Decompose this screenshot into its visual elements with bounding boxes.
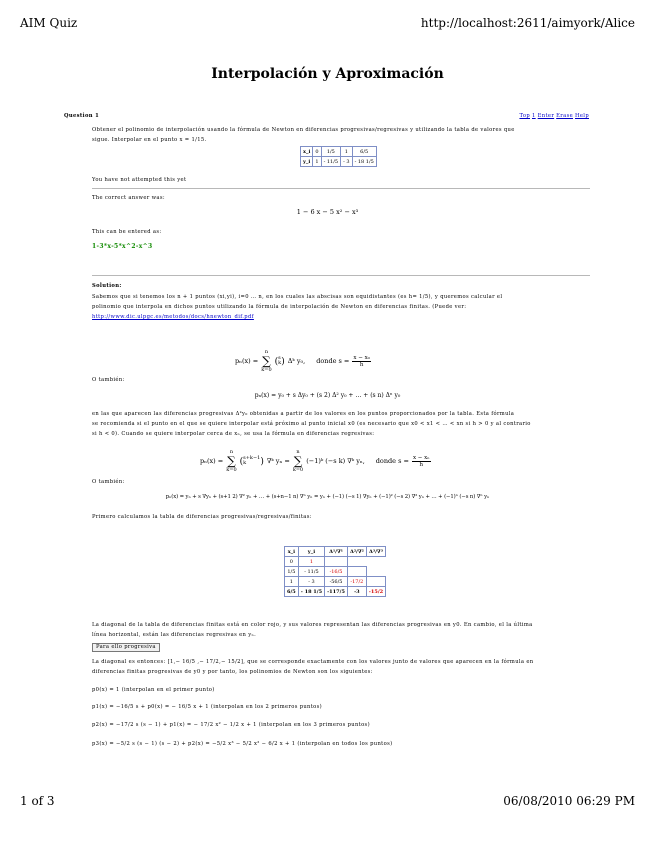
eq3-lhs: pₙ(x) = [200, 457, 224, 465]
top-link[interactable]: Top [519, 113, 530, 119]
question-nav-links [519, 114, 589, 119]
eq1-numerator: x − x₀ [353, 354, 370, 361]
table-cell: -17/2 [347, 577, 366, 587]
page-footer-right: 06/08/2010 06:29 PM [503, 794, 635, 808]
table-cell: - 18 1/5 [352, 157, 376, 167]
solution-para-2-line-1: en las que aparecen las diferencias progresivas Δᵏy₀ obtenidas a partir de los valores en los puntos proporcionados por la tabla. Esta fórmula [92, 411, 515, 417]
summation: n ∑ k=0 [261, 349, 272, 373]
table-cell: -3 [347, 587, 366, 597]
page-header-left: AIM Quiz [20, 16, 78, 30]
page-footer-left: 1 of 3 [20, 794, 55, 808]
difference-table-intro: Primero calculamos la tabla de diferencias progresivas/regresivas/finitas: [92, 514, 312, 520]
divider [92, 275, 590, 276]
solution-para-4-line-2: diferencias finitas progresivas de y0 y por tanto, los polinomios de Newton son los siguientes: [92, 669, 373, 675]
table-cell [366, 567, 385, 577]
column-header: Δ¹/∇¹ [325, 547, 348, 557]
solution-para-2-line-2: se recomienda si el punto en el que se quiere interpolar está próximo al punto inicial x0 (es necesario que x0 < x1 < … < xn si h > 0 y al contrario [92, 421, 531, 427]
fraction [352, 355, 371, 368]
table-cell [347, 557, 366, 567]
table-cell: 6/5 [285, 587, 299, 597]
solution-para-3-line-1: La diagonal de la tabla de diferencias finitas está en color rojo, y sus valores representan las diferencias progresivas en y0. En cambio, el la última [92, 622, 533, 628]
eq3-denominator: h [419, 461, 424, 468]
column-header: x_i [285, 547, 299, 557]
solution-para-2-line-3: si h < 0). Cuando se quiere interpolar cerca de xₙ, se usa la fórmula en diferencias regresivas: [92, 431, 375, 437]
summation: n ∑ k=0 [226, 449, 237, 473]
equation-backward-expanded: pₙ(x) = yₙ + s ∇yₙ + (s+1 2) ∇² yₙ + … + (s+n−1 n) ∇ⁿ yₙ = yₙ + (−1) (−s 1) ∇yₙ + (−1)² (−s 2) ∇² yₙ + … + (−1)ⁿ (−s n) ∇ⁿ yₙ [165, 494, 490, 500]
table-cell: 1/5 [321, 147, 341, 157]
entered-as-label: This can be entered as: [92, 229, 162, 235]
difference-table [284, 546, 386, 597]
table-row [285, 587, 386, 597]
table-cell [325, 557, 348, 567]
o-tambien-1: O también: [92, 377, 125, 383]
table-cell [366, 557, 385, 567]
reference-link[interactable]: http://www.dic.ulpgc.es/metodos/docs/hnewton_dif.pdf [92, 314, 254, 320]
table-row [285, 577, 386, 587]
column-header: Δ²/∇² [347, 547, 366, 557]
table-cell: - 11/5 [321, 157, 341, 167]
solution-para-1-line-1: Sabemos que si tenemos los n + 1 puntos (xi,yi), i=0 … n, en los cuales las abscisas son equidistantes (es h= 1/5), y queremos calcular el [92, 294, 503, 300]
erase-link[interactable]: Erase [556, 113, 574, 119]
help-link[interactable]: Help [575, 113, 589, 119]
newton-step-p2: p2(x) = −17/2 s (s − 1) + p1(x) = − 17/2 x² − 1/2 x + 1 (interpolan en los 3 primeros puntos) [92, 722, 370, 728]
table-cell: -16/5 [325, 567, 348, 577]
question-label: Question 1 [64, 113, 100, 119]
correct-answer-label: The correct answer was: [92, 195, 165, 201]
column-header: y_i [298, 547, 324, 557]
equation-backward-newton [200, 446, 431, 476]
solution-heading: Solution: [92, 283, 122, 289]
question-number-link[interactable]: 1 [532, 113, 536, 119]
table-row [301, 157, 377, 167]
table-cell: 1 [313, 157, 321, 167]
eq1-where: donde s = [316, 357, 350, 365]
table-cell: 1 [298, 557, 324, 567]
correct-answer-expression: 1 − 6 x − 5 x² − x³ [296, 208, 359, 216]
summation: n ∑ k=0 [292, 449, 304, 473]
question-values-table [300, 146, 377, 167]
progressive-button[interactable]: Para ello progresiva [92, 643, 160, 652]
table-cell: -117/5 [325, 587, 348, 597]
eq1-denominator: h [359, 361, 364, 368]
eq1-rhs: Δᵏ y₀, [287, 357, 306, 365]
page-header-url: http://localhost:2611/aimyork/Alice [420, 16, 635, 30]
table-cell: 1 [285, 577, 299, 587]
eq3-mid: ∇ᵏ yₙ = [266, 457, 290, 465]
table-row [301, 147, 377, 157]
enter-link[interactable]: Enter [537, 113, 555, 119]
eq3-rhs: (−1)ᵏ (−s k) ∇ᵏ yₙ, [306, 457, 365, 465]
table-cell: - 3 [341, 157, 352, 167]
table-cell: -15/2 [366, 587, 385, 597]
table-cell: - 18 1/5 [298, 587, 324, 597]
table-cell: - 11/5 [298, 567, 324, 577]
eq3-numerator: x − xₙ [412, 454, 430, 461]
column-header: Δ³/∇³ [366, 547, 385, 557]
divider [92, 188, 590, 189]
table-cell: 0 [313, 147, 321, 157]
newton-step-p1: p1(x) = −16/5 s + p0(x) = − 16/5 x + 1 (interpolan en los 2 primeros puntos) [92, 704, 323, 710]
binomial: ( s k ) [274, 354, 285, 367]
equation-forward-newton [235, 346, 371, 376]
solution-para-4-line-1: La diagonal es entonces: [1,− 16/5 ,− 17/2,− 15/2], que se corresponde exactamente con los valores junto de valores que aparecen en la fórmula en [92, 659, 534, 665]
entered-answer: 1-3*x-5*x^2-x^3 [92, 243, 153, 250]
table-row [285, 557, 386, 567]
table-cell [366, 577, 385, 587]
table-cell [347, 567, 366, 577]
table-cell: y_i [301, 157, 313, 167]
solution-para-1-line-2: polinomio que interpola en dichos puntos utilizando la fórmula de interpolación de Newton en diferencias finitas. (Puede ver: [92, 304, 467, 310]
table-cell: 1/5 [285, 567, 299, 577]
table-cell: -56/5 [325, 577, 348, 587]
question-prompt-2: sigue. Interpolar en el punto x = 1/15. [92, 137, 207, 143]
table-row [285, 567, 386, 577]
table-cell: x_i [301, 147, 313, 157]
solution-para-3-line-2: línea horizontal, están las diferencias regresivas en yₙ. [92, 632, 257, 638]
eq3-where: donde s = [375, 457, 409, 465]
table-cell: 1 [341, 147, 352, 157]
not-attempted-text: You have not attempted this yet [92, 177, 187, 183]
eq1-lhs: pₙ(x) = [235, 357, 259, 365]
newton-step-p3: p3(x) = −5/2 s (s − 1) (s − 2) + p2(x) = −5/2 x³ − 5/2 x² − 6/2 x + 1 (interpolan en todos los puntos) [92, 741, 393, 747]
table-cell: 0 [285, 557, 299, 567]
page-title: Interpolación y Aproximación [211, 66, 444, 82]
question-prompt-1: Obtener el polinomio de interpolación usando la fórmula de Newton en diferencias progresivas/regresivas y utilizando la tabla de valores que [92, 127, 515, 133]
equation-forward-expanded: pₙ(x) = y₀ + s Δy₀ + (s 2) Δ² y₀ + … + (s n) Δⁿ y₀ [254, 392, 401, 399]
table-cell: - 3 [298, 577, 324, 587]
newton-step-p0: p0(x) = 1 (interpolan en el primer punto) [92, 687, 215, 693]
binomial: ( s+k−1 k ) [239, 454, 264, 467]
o-tambien-2: O también: [92, 479, 125, 485]
table-header-row [285, 547, 386, 557]
table-cell: 6/5 [352, 147, 376, 157]
fraction [412, 455, 431, 468]
